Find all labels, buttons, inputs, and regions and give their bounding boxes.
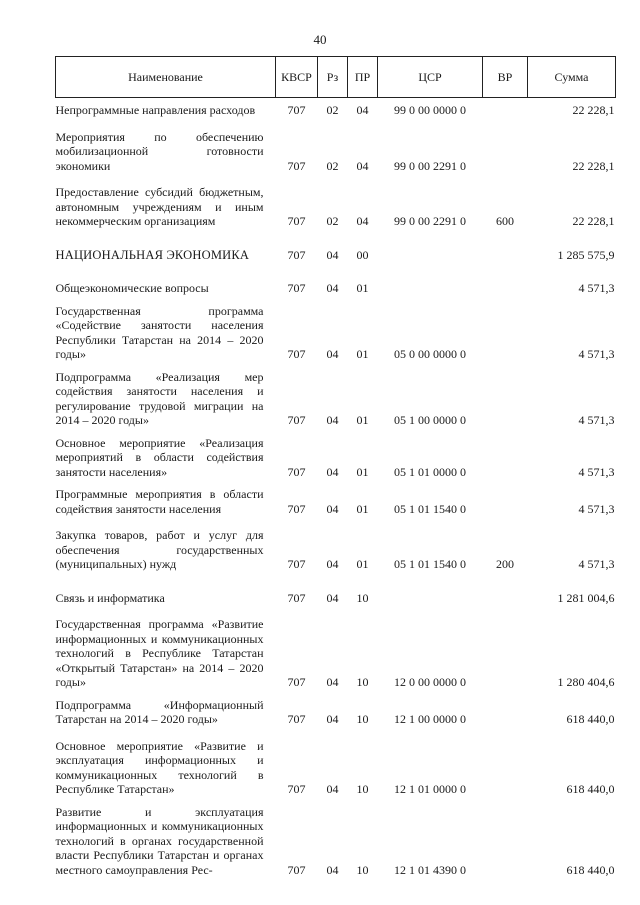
row-rz: 02 bbox=[326, 214, 339, 228]
table-row bbox=[56, 176, 616, 232]
row-vr bbox=[483, 693, 528, 730]
row-vr bbox=[483, 431, 528, 483]
row-name: Мероприятия по обеспечению мобилизационной готовности экономики bbox=[55, 129, 264, 173]
row-csr: 05 0 00 0000 0 bbox=[394, 347, 466, 361]
row-kvsr: 707 bbox=[287, 464, 306, 479]
table-row bbox=[56, 693, 616, 730]
header-pr: ПР bbox=[348, 57, 378, 98]
row-rz: 04 bbox=[326, 712, 339, 726]
table-row bbox=[56, 98, 616, 121]
table-row bbox=[56, 608, 616, 693]
row-name: Основное мероприятие «Реализация мероприятий в области содействия занятости населения» bbox=[55, 435, 264, 479]
row-sum: 4 571,3 bbox=[578, 347, 615, 361]
row-pr: 10 bbox=[356, 712, 369, 726]
row-pr: 04 bbox=[356, 214, 369, 228]
page-number: 40 bbox=[313, 32, 327, 47]
row-pr: 04 bbox=[356, 103, 369, 117]
row-vr bbox=[483, 232, 528, 266]
header-vr: ВР bbox=[483, 57, 528, 98]
row-csr: 12 1 00 0000 0 bbox=[394, 712, 466, 726]
row-vr: 200 bbox=[496, 557, 514, 571]
table-header-row bbox=[56, 57, 616, 98]
row-sum: 1 281 004,6 bbox=[557, 590, 615, 605]
row-pr: 10 bbox=[356, 862, 369, 877]
row-kvsr: 707 bbox=[287, 862, 306, 877]
row-vr: 600 bbox=[496, 214, 514, 228]
row-csr: 05 1 00 0000 0 bbox=[394, 413, 466, 427]
row-rz: 04 bbox=[326, 862, 339, 877]
row-rz: 04 bbox=[326, 557, 339, 571]
row-csr: 12 1 01 4390 0 bbox=[394, 862, 466, 877]
row-csr: 05 1 01 1540 0 bbox=[394, 557, 466, 571]
row-rz: 04 bbox=[326, 675, 339, 689]
row-name: Предоставление субсидий бюджетным, автономным учреждениям и иным некоммерческим организациям bbox=[55, 185, 264, 228]
row-vr bbox=[483, 730, 528, 800]
row-sum: 618 440,0 bbox=[566, 862, 615, 877]
row-name: Государственная программа «Содействие занятости населения Республики Татарстан на 2014 – 2020 годы» bbox=[55, 303, 264, 361]
row-pr: 10 bbox=[356, 590, 369, 605]
row-csr: 12 1 01 0000 0 bbox=[394, 782, 466, 796]
row-sum: 4 571,3 bbox=[578, 557, 615, 571]
row-pr: 01 bbox=[356, 413, 369, 427]
row-name: Подпрограмма «Информационный Татарстан на 2014 – 2020 годы» bbox=[55, 697, 264, 726]
row-kvsr: 707 bbox=[287, 214, 306, 228]
header-csr: ЦСР bbox=[378, 57, 483, 98]
row-pr: 01 bbox=[356, 281, 369, 295]
row-name: Программные мероприятия в области содействия занятости населения bbox=[55, 487, 264, 516]
row-rz: 04 bbox=[326, 590, 339, 605]
row-name: Закупка товаров, работ и услуг для обеспечения государственных (муниципальных) нужд bbox=[55, 528, 264, 571]
table-row bbox=[56, 431, 616, 483]
row-vr bbox=[483, 575, 528, 609]
row-sum: 4 571,3 bbox=[578, 413, 615, 427]
row-csr: 99 0 00 2291 0 bbox=[394, 214, 466, 228]
row-pr: 01 bbox=[356, 501, 369, 516]
row-rz: 04 bbox=[326, 501, 339, 516]
row-pr: 10 bbox=[356, 675, 369, 689]
row-sum: 22 228,1 bbox=[572, 158, 615, 173]
row-rz: 04 bbox=[326, 281, 339, 295]
row-rz: 04 bbox=[326, 413, 339, 427]
row-name: Государственная программа «Развитие информационных и коммуникационных технологий в Республике Татарстан «Открытый Татарстан» на 2014 – 2020 годы» bbox=[55, 617, 264, 689]
table-row bbox=[56, 519, 616, 575]
table-row bbox=[56, 730, 616, 800]
row-pr: 01 bbox=[356, 557, 369, 571]
row-kvsr: 707 bbox=[287, 675, 306, 689]
row-rz: 02 bbox=[326, 103, 339, 117]
row-pr: 10 bbox=[356, 782, 369, 796]
row-vr bbox=[483, 299, 528, 365]
row-kvsr: 707 bbox=[287, 557, 306, 571]
row-kvsr: 707 bbox=[287, 103, 306, 117]
row-kvsr: 707 bbox=[287, 281, 306, 295]
row-sum: 618 440,0 bbox=[566, 782, 615, 796]
row-kvsr: 707 bbox=[287, 413, 306, 427]
row-name: Непрограммные направления расходов bbox=[55, 103, 256, 117]
table-row bbox=[56, 365, 616, 431]
budget-table bbox=[55, 56, 616, 880]
row-kvsr: 707 bbox=[287, 590, 306, 605]
table-row bbox=[56, 265, 616, 299]
row-csr: 99 0 00 2291 0 bbox=[394, 158, 466, 173]
row-pr: 01 bbox=[356, 347, 369, 361]
table-row bbox=[56, 121, 616, 177]
row-vr bbox=[483, 800, 528, 881]
row-csr bbox=[378, 232, 483, 266]
table-row bbox=[56, 575, 616, 609]
row-sum: 22 228,1 bbox=[572, 103, 615, 117]
row-sum: 618 440,0 bbox=[566, 712, 615, 726]
table-row bbox=[56, 299, 616, 365]
row-vr bbox=[483, 121, 528, 177]
row-name: Подпрограмма «Реализация мер содействия занятости населения и регулирование трудовой миграции на 2014 – 2020 годы» bbox=[55, 369, 264, 427]
row-name: НАЦИОНАЛЬНАЯ ЭКОНОМИКА bbox=[55, 247, 250, 262]
row-rz: 04 bbox=[326, 782, 339, 796]
row-pr: 00 bbox=[356, 247, 369, 262]
row-vr bbox=[483, 482, 528, 519]
row-name: Основное мероприятие «Развитие и эксплуатация информационных и коммуникационных технологий в Республике Татарстан» bbox=[55, 738, 264, 796]
header-sum: Сумма bbox=[528, 57, 616, 98]
row-sum: 1 280 404,6 bbox=[557, 675, 615, 689]
row-sum: 22 228,1 bbox=[572, 214, 615, 228]
row-name: Общеэкономические вопросы bbox=[55, 281, 209, 295]
row-sum: 4 571,3 bbox=[578, 281, 615, 295]
row-kvsr: 707 bbox=[287, 158, 306, 173]
header-name: Наименование bbox=[56, 57, 276, 98]
row-vr bbox=[483, 608, 528, 693]
row-vr bbox=[483, 365, 528, 431]
table-row bbox=[56, 482, 616, 519]
row-sum: 1 285 575,9 bbox=[557, 247, 615, 262]
row-kvsr: 707 bbox=[287, 247, 306, 262]
row-csr: 12 0 00 0000 0 bbox=[394, 675, 466, 689]
row-rz: 04 bbox=[326, 347, 339, 361]
row-csr: 99 0 00 0000 0 bbox=[394, 103, 466, 117]
row-rz: 04 bbox=[326, 464, 339, 479]
row-csr bbox=[378, 575, 483, 609]
row-pr: 01 bbox=[356, 464, 369, 479]
row-sum: 4 571,3 bbox=[578, 464, 615, 479]
row-kvsr: 707 bbox=[287, 782, 306, 796]
row-name: Развитие и эксплуатация информационных и коммуникационных технологий в органах государственной власти Республики Татарстан и органах местного самоуправления Рес- bbox=[55, 804, 264, 877]
header-rz: Рз bbox=[318, 57, 348, 98]
row-kvsr: 707 bbox=[287, 501, 306, 516]
row-csr: 05 1 01 0000 0 bbox=[394, 464, 466, 479]
row-csr bbox=[378, 265, 483, 299]
row-sum: 4 571,3 bbox=[578, 501, 615, 516]
row-name: Связь и информатика bbox=[55, 590, 165, 605]
row-rz: 04 bbox=[326, 247, 339, 262]
row-csr: 05 1 01 1540 0 bbox=[394, 501, 466, 516]
row-vr bbox=[483, 265, 528, 299]
row-kvsr: 707 bbox=[287, 712, 306, 726]
row-pr: 04 bbox=[356, 158, 369, 173]
table-row-section bbox=[56, 232, 616, 266]
header-kvsr: КВСР bbox=[276, 57, 318, 98]
row-kvsr: 707 bbox=[287, 347, 306, 361]
row-rz: 02 bbox=[326, 158, 339, 173]
row-vr bbox=[483, 98, 528, 121]
table-row bbox=[56, 800, 616, 881]
